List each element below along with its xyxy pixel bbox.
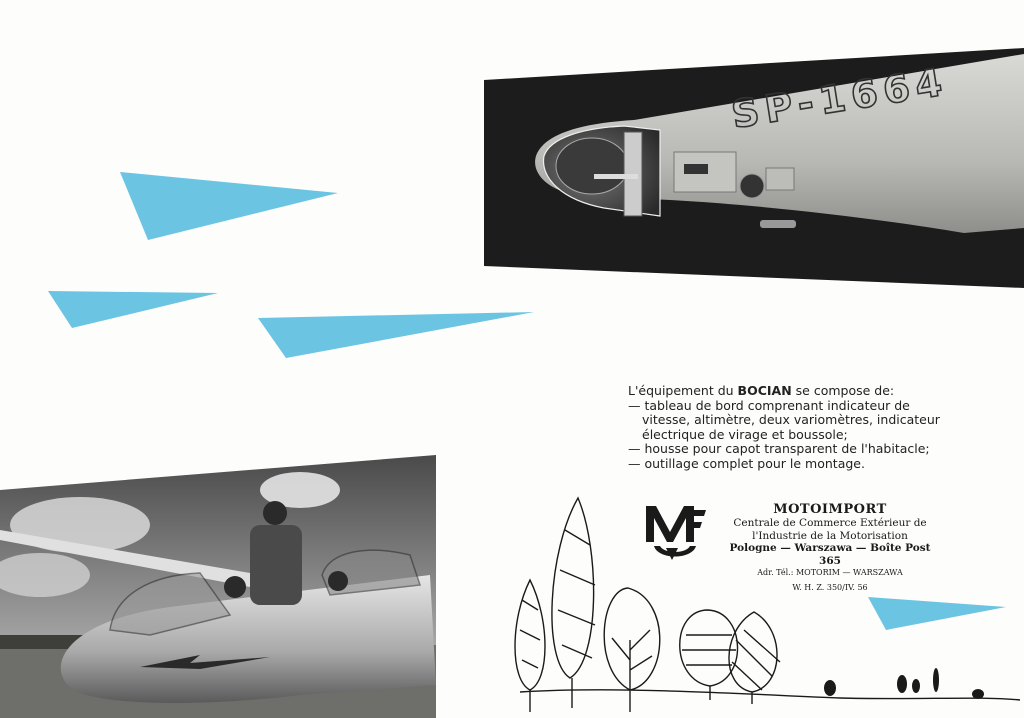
- company-address: Pologne — Warszawa — Boîte Post 365: [729, 542, 931, 567]
- intro-suffix: se compose de:: [791, 383, 895, 398]
- company-telegram: Adr. Tél.: MOTORIM — WARSZAWA: [757, 568, 903, 577]
- blue-arrow-1: [120, 172, 338, 240]
- company-line-1: Centrale de Commerce Extérieur de: [733, 517, 927, 529]
- intro-prefix: L'équipement du: [628, 383, 738, 398]
- wing-photo: [484, 48, 1024, 288]
- company-name: MOTOIMPORT: [773, 502, 887, 517]
- equipment-description: [628, 384, 958, 471]
- wing-registration: SP-1664: [728, 59, 951, 137]
- equipment-item-3: — outillage complet pour le montage.: [628, 455, 865, 471]
- blue-arrow-2: [48, 291, 218, 328]
- blue-arrow-3: [258, 312, 534, 358]
- description-intro: [628, 384, 958, 399]
- intro-brand: BOCIAN: [737, 383, 792, 398]
- trees-illustration: [500, 490, 1024, 718]
- print-code: W. H. Z. 350/IV. 56: [792, 583, 868, 592]
- equipment-item-1: — tableau de bord comprenant indicateur de vitesse, altimètre, deux variomètres, indicateur électrique de virage et boussole;: [628, 397, 940, 442]
- company-line-2: l'Industrie de la Motorisation: [752, 529, 908, 542]
- glider-photo: [0, 455, 436, 718]
- equipment-item-2: — housse pour capot transparent de l'habitacle;: [628, 441, 930, 456]
